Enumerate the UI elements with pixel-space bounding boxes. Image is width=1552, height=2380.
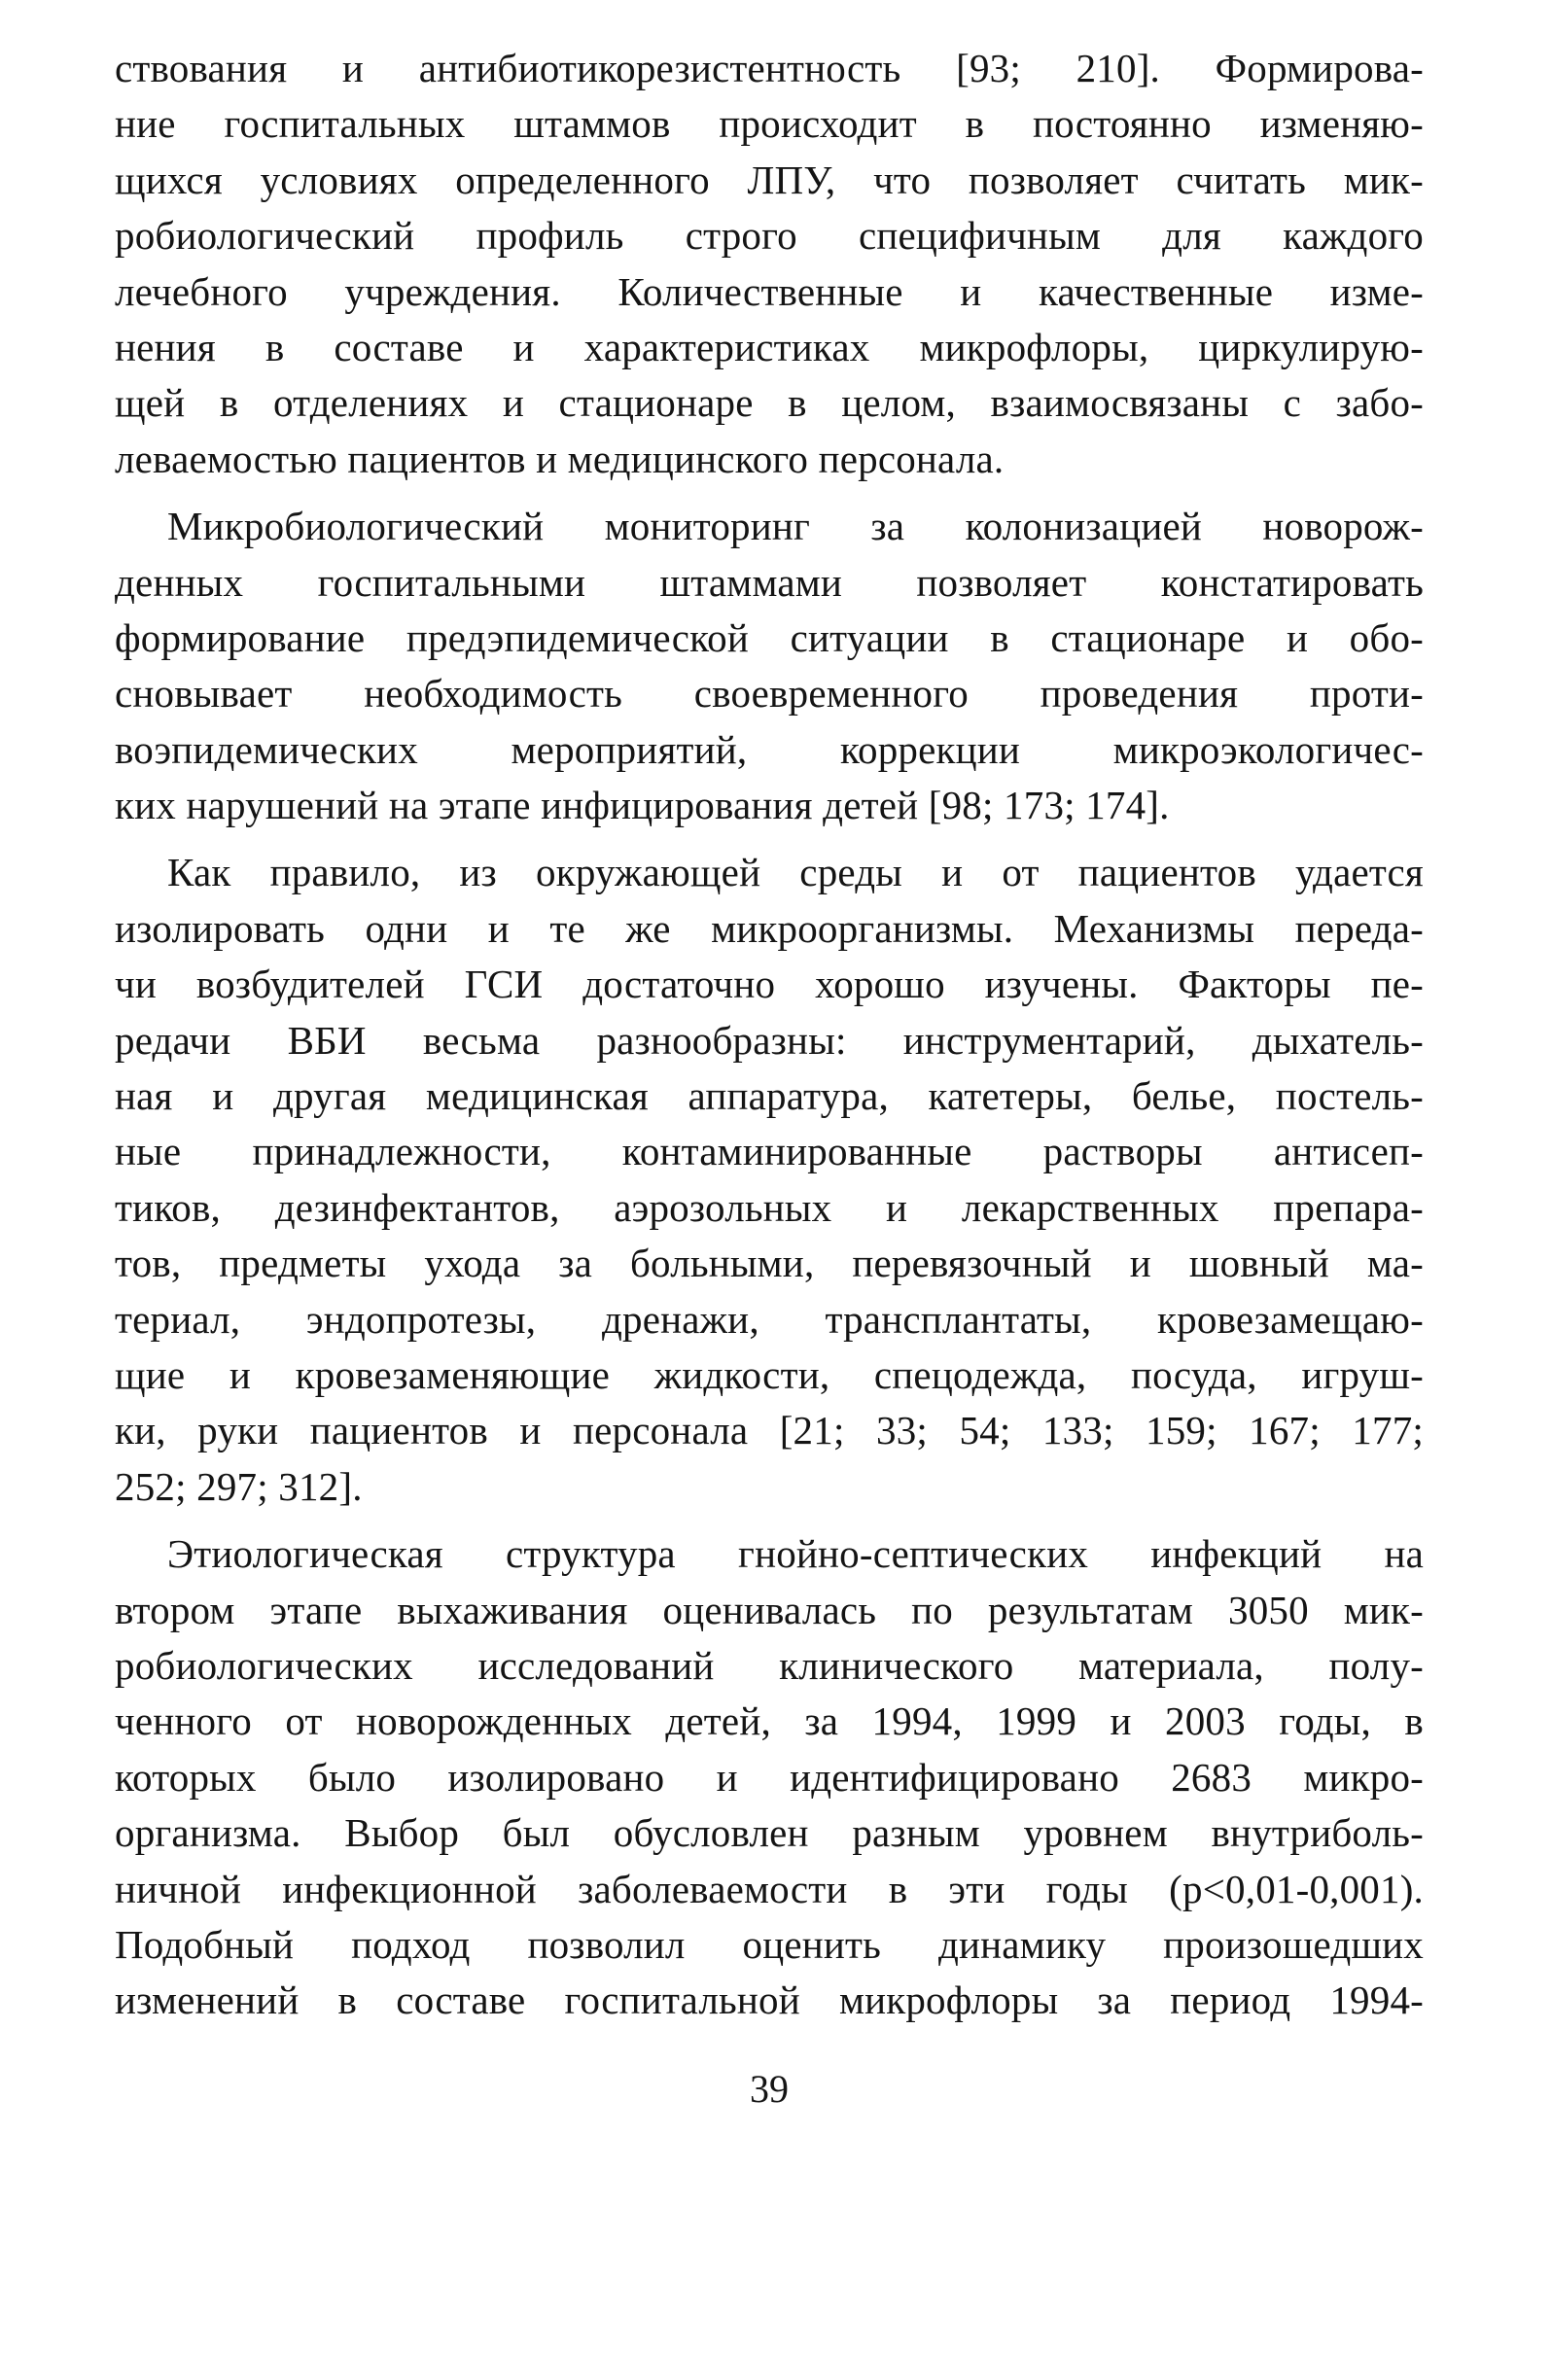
text-line: лечебного учреждения. Количественные и качественные изме- <box>115 268 1424 314</box>
text-line: ченного от новорожденных детей, за 1994, 1999 и 2003 годы, в <box>115 1698 1424 1744</box>
text-line: втором этапе выхаживания оценивалась по результатам 3050 мик- <box>115 1587 1424 1632</box>
text-line: ки, руки пациентов и персонала [21; 33; 54; 133; 159; 167; 177; <box>115 1408 1424 1453</box>
text-line: воэпидемических мероприятий, коррекции микроэкологичес- <box>115 726 1424 772</box>
text-line: щей в отделениях и стационаре в целом, взаимосвязаны с забо- <box>115 380 1424 426</box>
text-line: робиологических исследований клинического материала, полу- <box>115 1642 1424 1688</box>
text-line: сновывает необходимость своевременного проведения проти- <box>115 671 1424 717</box>
text-line: робиологический профиль строго специфичным для каждого <box>115 213 1424 259</box>
text-line: изолировать одни и те же микроорганизмы. Механизмы переда- <box>115 905 1424 951</box>
text-line: формирование предэпидемической ситуации в стационаре и обо- <box>115 614 1424 660</box>
text-line: ких нарушений на этапе инфицирования детей [98; 173; 174]. <box>115 783 1170 828</box>
text-line: щие и кровезаменяющие жидкости, спецодежда, посуда, игруш- <box>115 1351 1424 1397</box>
text-line: редачи ВБИ весьма разнообразны: инструментарий, дыхатель- <box>115 1017 1424 1063</box>
text-line: териал, эндопротезы, дренажи, трансплантаты, кровезамещаю- <box>115 1296 1424 1342</box>
text-line: Подобный подход позволил оценить динамику произошедших <box>115 1921 1424 1967</box>
book-page <box>115 41 1424 2355</box>
text-line: Микробиологический мониторинг за колонизацией новорож- <box>167 504 1424 549</box>
text-line: денных госпитальными штаммами позволяет констатировать <box>115 559 1424 605</box>
text-line: Этиологическая структура гнойно-септических инфекций на <box>167 1531 1424 1577</box>
text-line: ствования и антибиотикорезистентность [93; 210]. Формирова- <box>115 46 1424 90</box>
text-line: щихся условиях определенного ЛПУ, что позволяет считать мик- <box>115 157 1424 202</box>
text-line: ная и другая медицинская аппаратура, катетеры, белье, постель- <box>115 1073 1424 1119</box>
text-line: которых было изолировано и идентифицировано 2683 микро- <box>115 1754 1424 1800</box>
text-line: изменений в составе госпитальной микрофлоры за период 1994- <box>115 1978 1424 2023</box>
text-line: организма. Выбор был обусловлен разным уровнем внутриболь- <box>115 1810 1424 1856</box>
text-line: леваемостью пациентов и медицинского персонала. <box>115 436 1005 481</box>
paragraph-4 <box>115 1526 1424 2029</box>
text-line: Как правило, из окружающей среды и от пациентов удается <box>167 850 1424 895</box>
paragraph-2 <box>115 499 1424 833</box>
text-line: тиков, дезинфектантов, аэрозольных и лекарственных препара- <box>115 1184 1424 1230</box>
text-line: чи возбудителей ГСИ достаточно хорошо изучены. Факторы пе- <box>115 962 1424 1007</box>
text-line: 252; 297; 312]. <box>115 1463 363 1509</box>
text-line: нения в составе и характеристиках микрофлоры, циркулирую- <box>115 324 1424 369</box>
paragraph-3 <box>115 845 1424 1515</box>
page-number: 39 <box>750 2067 789 2111</box>
text-line: тов, предметы ухода за больными, перевязочный и шовный ма- <box>115 1241 1424 1286</box>
text-line: ние госпитальных штаммов происходит в постоянно изменяю- <box>115 101 1424 147</box>
text-line: ные принадлежности, контаминированные растворы антисеп- <box>115 1129 1424 1174</box>
paragraph-1 <box>115 41 1424 487</box>
text-line: ничной инфекционной заболеваемости в эти годы (p<0,01-0,001). <box>115 1866 1424 1911</box>
